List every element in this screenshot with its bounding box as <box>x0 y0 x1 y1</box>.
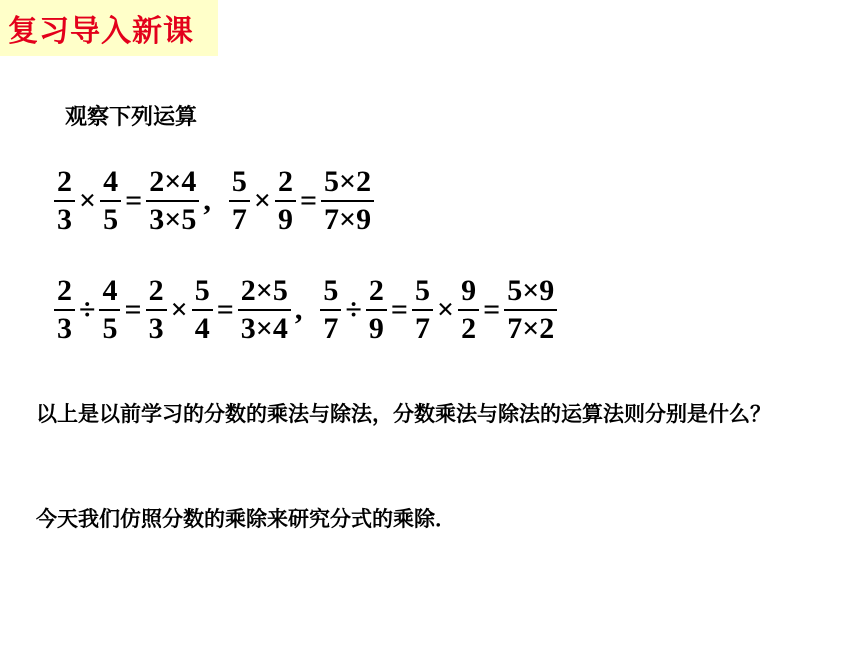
fraction <box>504 276 557 344</box>
fraction <box>229 167 250 235</box>
fraction <box>320 276 341 344</box>
fraction-bar <box>366 309 387 311</box>
operator-symbol: = <box>125 184 143 217</box>
fraction <box>321 167 374 235</box>
fraction-denominator: 2 <box>461 312 477 345</box>
fraction-bar <box>146 309 167 311</box>
operator-symbol: = <box>390 293 408 326</box>
fraction-denominator: 4 <box>194 312 210 345</box>
fraction-bar <box>320 309 341 311</box>
fraction-bar <box>99 309 120 311</box>
fraction <box>275 167 296 235</box>
fraction-bar <box>146 200 199 202</box>
operator-symbol: = <box>216 293 234 326</box>
fraction-denominator: 7×9 <box>324 203 372 236</box>
fraction-numerator: 4 <box>103 165 119 198</box>
fraction-numerator: 2×4 <box>149 165 197 198</box>
fraction-bar <box>229 200 250 202</box>
comma-separator: , <box>203 184 211 217</box>
closing-paragraph: 今天我们仿照分数的乘除来研究分式的乘除． <box>36 507 456 531</box>
fraction-numerator: 5 <box>323 274 339 307</box>
fraction-denominator: 9 <box>368 312 384 345</box>
operator-symbol: × <box>253 184 271 217</box>
operator-symbol: × <box>79 184 97 217</box>
fraction-bar <box>458 309 479 311</box>
fraction-denominator: 3 <box>57 203 72 236</box>
operator-symbol: × <box>170 293 188 326</box>
fraction <box>54 276 75 344</box>
fraction-numerator: 2 <box>57 165 72 198</box>
operator-symbol: = <box>124 293 142 326</box>
fraction-denominator: 9 <box>277 203 293 236</box>
fraction-numerator: 2×5 <box>240 274 288 307</box>
math-row-multiplication <box>52 167 376 235</box>
fraction-numerator: 2 <box>148 274 164 307</box>
fraction-numerator: 5 <box>231 165 247 198</box>
fraction <box>99 276 120 344</box>
fraction-numerator: 2 <box>277 165 293 198</box>
fraction-numerator: 4 <box>102 274 118 307</box>
fraction-denominator: 5 <box>102 312 118 345</box>
fraction-bar <box>100 200 121 202</box>
fraction <box>412 276 433 344</box>
intro-heading: 观察下列运算 <box>65 105 198 130</box>
operator-symbol: ÷ <box>79 293 96 326</box>
fraction-denominator: 3 <box>57 312 72 345</box>
fraction-denominator: 7×2 <box>507 312 555 345</box>
fraction-numerator: 2 <box>368 274 384 307</box>
fraction-bar <box>504 309 557 311</box>
fraction <box>366 276 387 344</box>
fraction-numerator: 9 <box>461 274 477 307</box>
fraction-denominator: 5 <box>103 203 119 236</box>
title-banner <box>0 0 218 56</box>
fraction-bar <box>275 200 296 202</box>
fraction-bar <box>412 309 433 311</box>
fraction-numerator: 5×2 <box>324 165 372 198</box>
fraction-numerator: 5 <box>414 274 430 307</box>
fraction-bar <box>192 309 213 311</box>
operator-symbol: = <box>299 184 318 217</box>
fraction-bar <box>238 309 291 311</box>
fraction <box>146 276 167 344</box>
fraction <box>192 276 213 344</box>
operator-symbol: ÷ <box>345 293 362 326</box>
operator-symbol: × <box>436 293 455 326</box>
fraction-bar <box>54 200 75 202</box>
fraction <box>458 276 479 344</box>
page-title: 复习导入新课 <box>8 14 194 49</box>
operator-symbol: = <box>483 293 501 326</box>
fraction-numerator: 5×9 <box>507 274 555 307</box>
fraction-denominator: 3×4 <box>240 312 288 345</box>
fraction-bar <box>54 309 75 311</box>
fraction-denominator: 7 <box>231 203 247 236</box>
comma-separator: , <box>294 293 303 326</box>
fraction-numerator: 2 <box>57 274 72 307</box>
fraction-denominator: 3 <box>148 312 164 345</box>
fraction-denominator: 7 <box>414 312 430 345</box>
fraction <box>238 276 291 344</box>
fraction-denominator: 3×5 <box>149 203 197 236</box>
fraction <box>146 167 199 235</box>
question-paragraph: 以上是以前学习的分数的乘法与除法，分数乘法与除法的运算法则分别是什么？ <box>36 402 771 426</box>
fraction-numerator: 5 <box>194 274 210 307</box>
math-row-division <box>52 276 559 344</box>
fraction <box>54 167 75 235</box>
fraction-bar <box>321 200 374 202</box>
fraction-denominator: 7 <box>323 312 339 345</box>
fraction <box>100 167 121 235</box>
